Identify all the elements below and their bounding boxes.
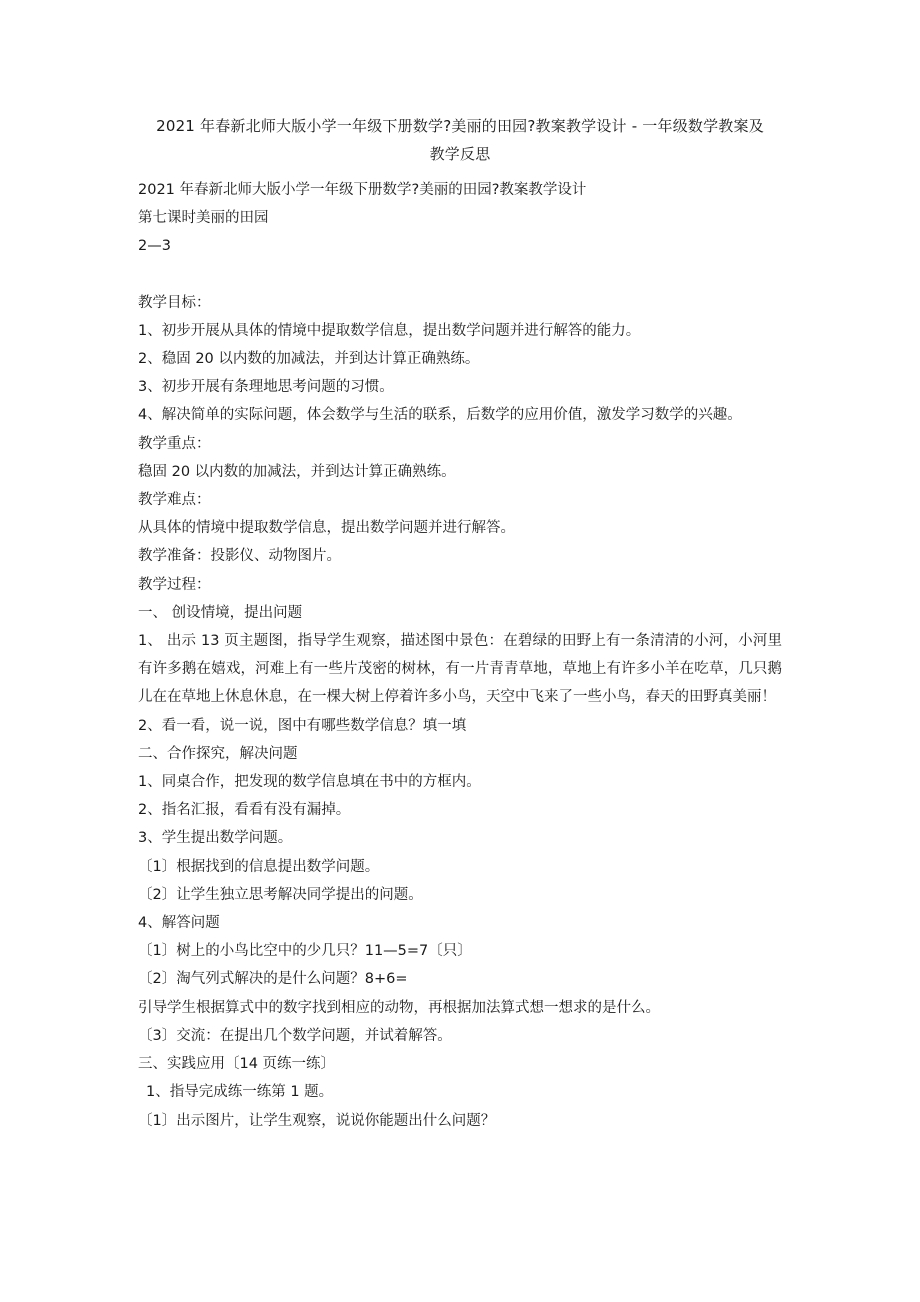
section-2-item: 1、同桌合作，把发现的数学信息填在书中的方框内。 [138, 774, 481, 791]
section-2-title: 二、合作探究，解决问题 [138, 745, 298, 762]
section-2-item: 〔1〕树上的小鸟比空中的少几只？11—5=7〔只〕 [138, 943, 472, 960]
key-point-heading: 教学重点： [138, 435, 211, 452]
section-2-item: 〔2〕淘气列式解决的是什么问题？8+6= [138, 971, 408, 988]
section-2-item: 引导学生根据算式中的数字找到相应的动物，再根据加法算式想一想求的是什么。 [138, 999, 660, 1016]
goal-item: 1、初步开展从具体的情境中提取数学信息，提出数学问题并进行解答的能力。 [138, 322, 641, 339]
difficulty-text: 从具体的情境中提取数学信息，提出数学问题并进行解答。 [138, 520, 515, 537]
section-3-item: 1、指导完成练一练第 1 题。 [146, 1084, 334, 1101]
key-point-text: 稳固 20 以内数的加减法，并到达计算正确熟练。 [138, 463, 456, 480]
section-2-item: 〔3〕交流：在提出几个数学问题，并试着解答。 [138, 1027, 452, 1044]
spacer [138, 261, 782, 289]
section-2-item: 3、学生提出数学问题。 [138, 830, 293, 847]
goal-item: 2、稳固 20 以内数的加减法，并到达计算正确熟练。 [138, 351, 480, 368]
section-1-item: 2、看一看，说一说，图中有哪些数学信息？填一填 [138, 717, 467, 734]
subtitle: 2021 年春新北师大版小学一年级下册数学?美丽的田园?教案教学设计 [138, 182, 587, 198]
section-1-paragraph: 1、 出示 13 页主题图，指导学生观察，描述图中景色：在碧绿的田野上有一条清清的小河，小河里有许多鹅在嬉戏，河难上有一些片茂密的树林，有一片青青草地，草地上有许多小羊在吃草，几只鹅儿在在草地上休息休息，在一棵大树上停着许多小鸟，天空中飞来了一些小鸟，春天的田野真美丽！ [138, 633, 782, 706]
title-line-2: 教学反思 [429, 145, 491, 163]
page-range: 2—3 [138, 238, 171, 255]
difficulty-heading: 教学难点： [138, 492, 211, 509]
section-3-item: 〔1〕出示图片，让学生观察，说说你能题出什么问题？ [138, 1112, 496, 1129]
goal-item: 4、解决简单的实际问题，体会数学与生活的联系，后数学的应用价值，激发学习数学的兴趣。 [138, 407, 742, 424]
preparation: 教学准备：投影仪、动物图片。 [138, 548, 341, 565]
goals-heading: 教学目标： [138, 294, 211, 311]
section-2-item: 4、解答问题 [138, 915, 220, 932]
section-3-title: 三、实践应用〔14 页练一练〕 [138, 1056, 336, 1073]
title-line-1: 2021 年春新北师大版小学一年级下册数学?美丽的田园?教案教学设计 - 一年级数学教案及 [156, 117, 764, 135]
section-2-item: 2、指名汇报，看看有没有漏掉。 [138, 802, 351, 819]
goal-item: 3、初步开展有条理地思考问题的习惯。 [138, 379, 394, 396]
section-2-item: 〔1〕根据找到的信息提出数学问题。 [138, 858, 380, 875]
process-heading: 教学过程： [138, 576, 211, 593]
lesson-title: 第七课时美丽的田园 [138, 210, 269, 227]
section-2-item: 〔2〕让学生独立思考解决同学提出的问题。 [138, 886, 423, 903]
section-1-title: 一、 创设情境，提出问题 [138, 604, 303, 621]
document-title [138, 112, 782, 168]
